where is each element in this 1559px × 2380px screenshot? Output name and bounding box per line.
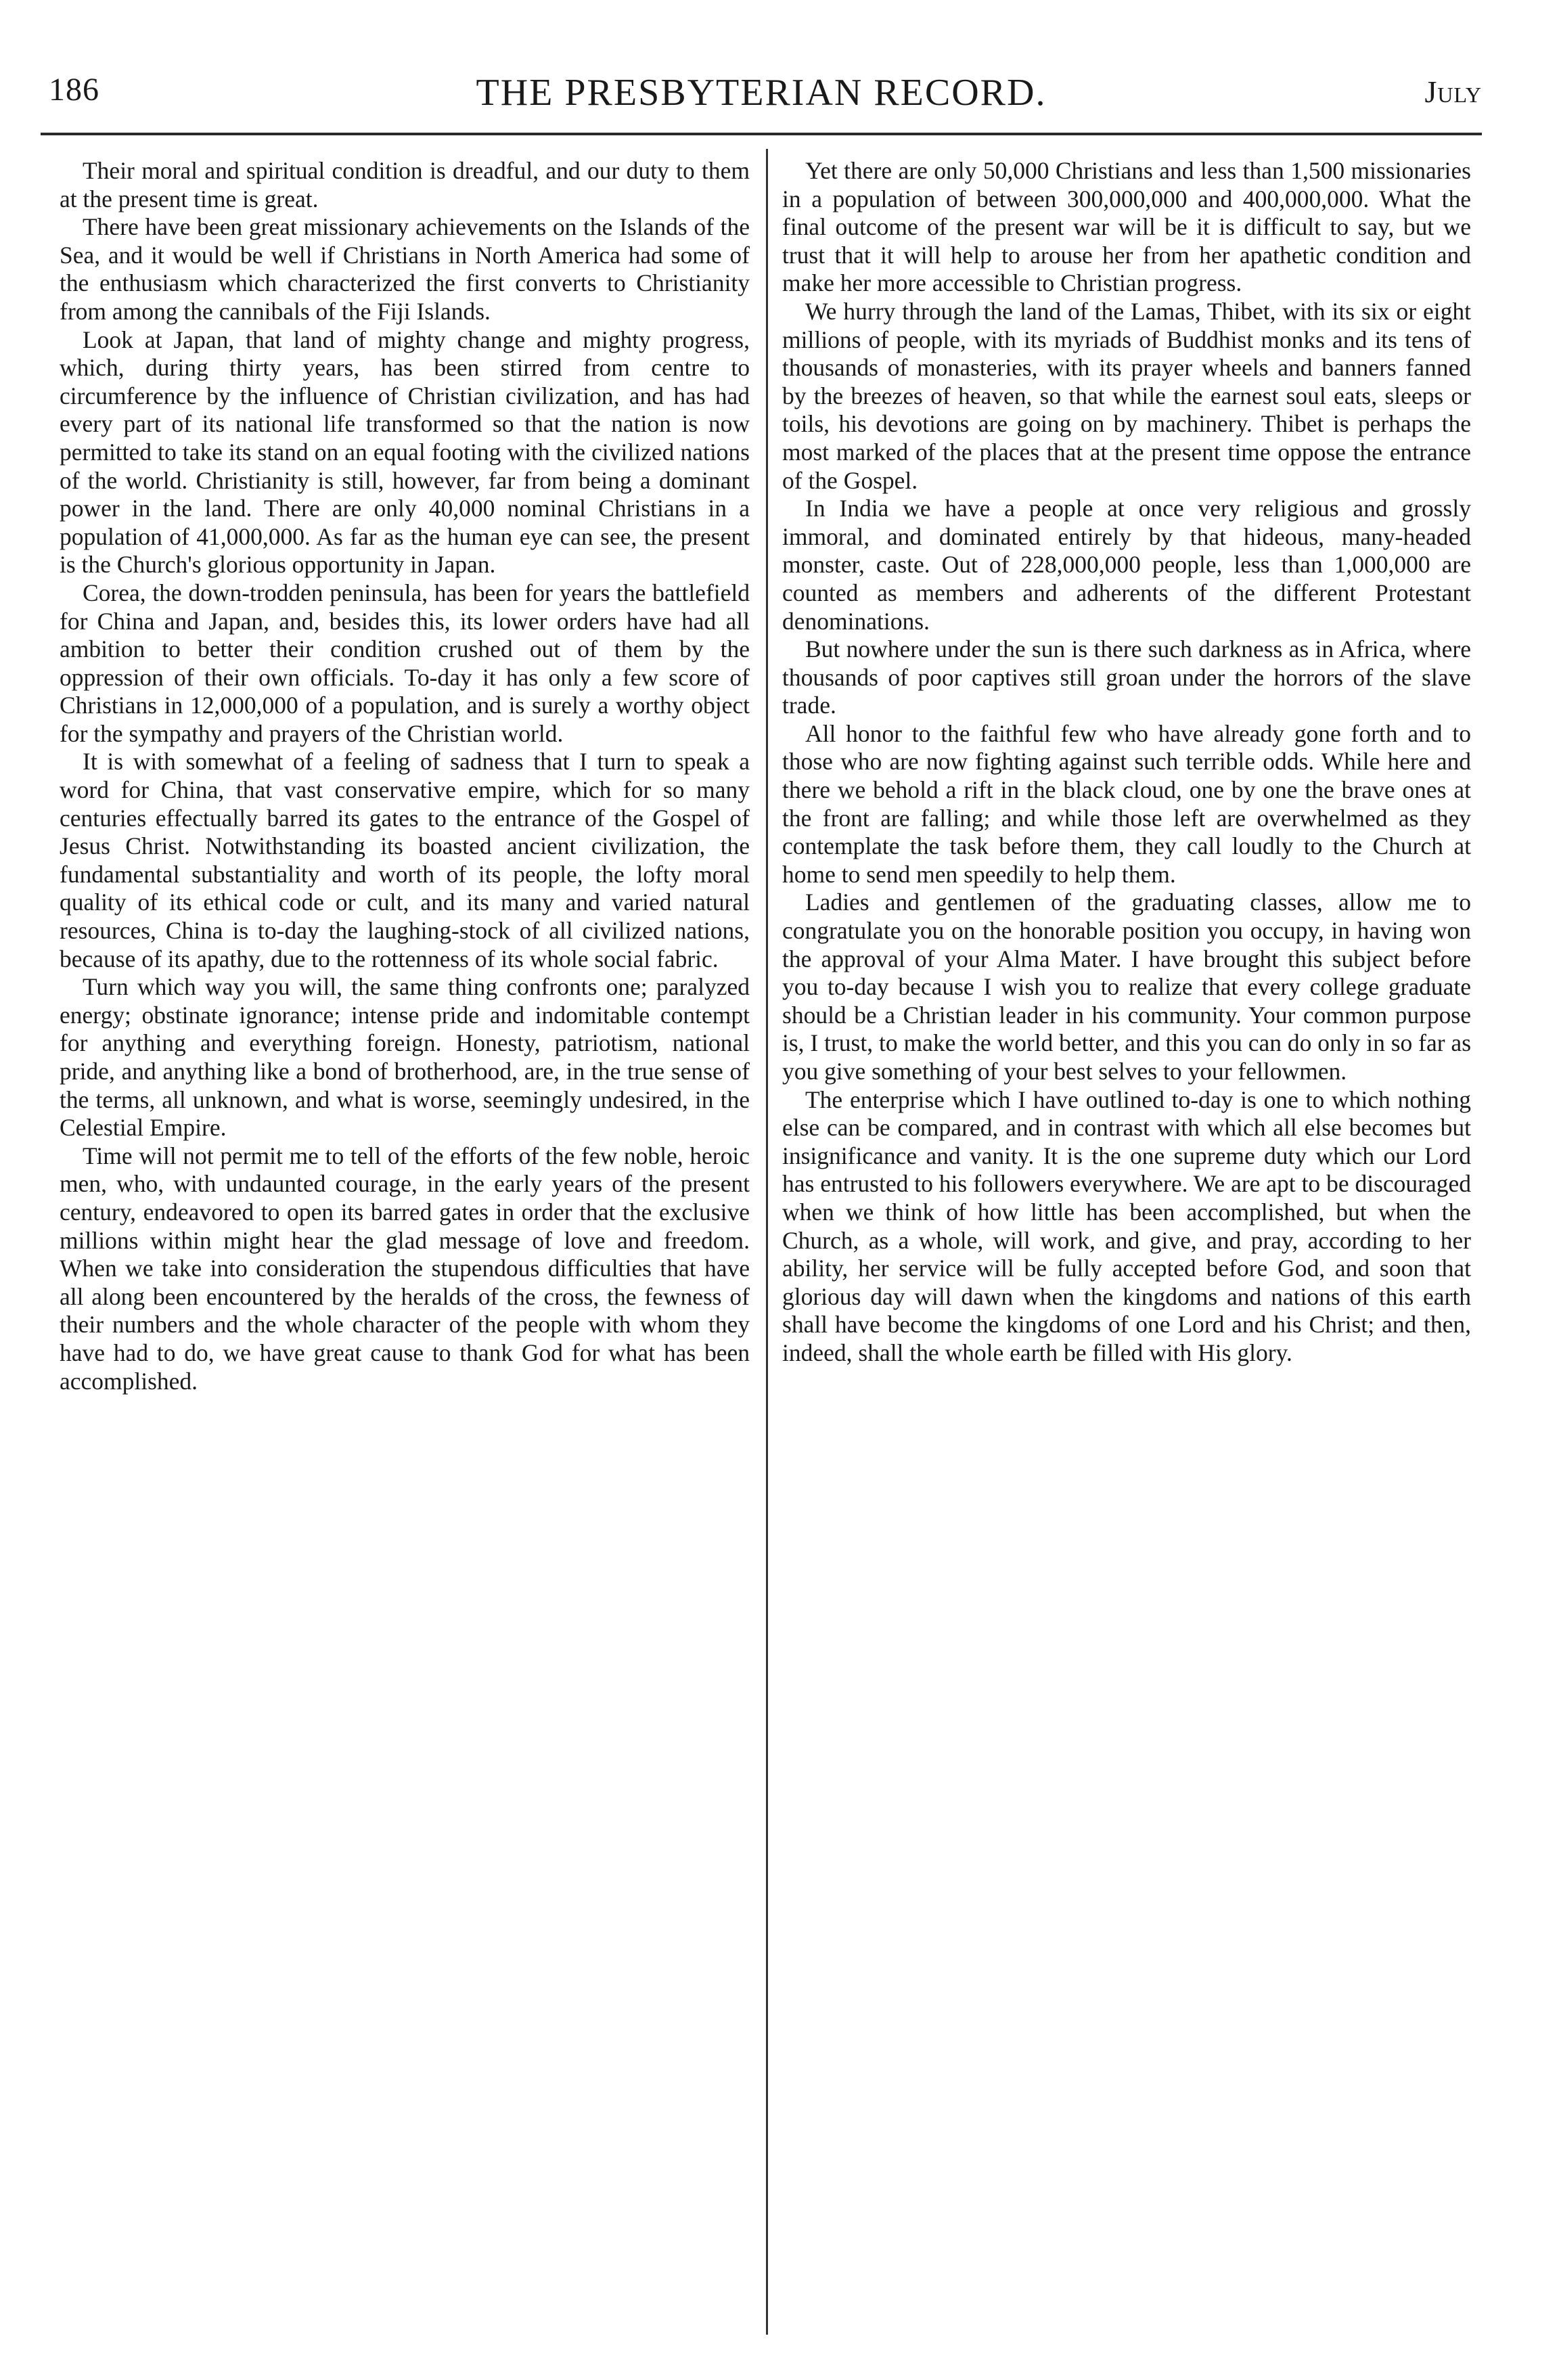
paragraph: Their moral and spiritual condition is dreadful, and our duty to them at the present time is great. (60, 157, 750, 212)
page-title: THE PRESBYTERIAN RECORD. (476, 72, 1047, 114)
paragraph: Time will not permit me to tell of the efforts of the few noble, heroic men, who, with undaunted courage, in the early years of the present century, endeavored to open its barred gates in order that the exclusive millions within might hear the glad message of love and freedom. When we take into consideration the stupendous difficulties that have all along been encountered by the heralds of the cross, the fewness of their numbers and the whole character of the people with whom they have had to do, we have great cause to thank God for what has been accomplished. (60, 1142, 750, 1395)
header-rule (41, 133, 1482, 135)
paragraph: It is with somewhat of a feeling of sadness that I turn to speak a word for China, that vast conservative empire, which for so many centuries effectually barred its gates to the entrance of the Gospel of Jesus Christ. Notwithstanding its boasted ancient civilization, the fundamental substantiality and worth of its people, the lofty moral quality of its ethical code or cult, and its many and varied natural resources, China is to-day the laughing-stock of all civilized nations, because of its apathy, due to the rottenness of its whole social fabric. (60, 748, 750, 972)
paragraph: But nowhere under the sun is there such darkness as in Africa, where thousands of poor captives still groan under the horrors of the slave trade. (782, 635, 1471, 719)
paragraph: There have been great missionary achievements on the Islands of the Sea, and it would be well if Christians in North America had some of the enthusiasm which characterized the first converts to Christianity from among the cannibals of the Fiji Islands. (60, 213, 750, 325)
issue-month: July (1424, 74, 1482, 109)
paragraph: Turn which way you will, the same thing confronts one; paralyzed energy; obstinate ignorance; intense pride and indomitable contempt for anything and everything foreign. Honesty, patriotism, national pride, and anything like a bond of brotherhood, are, in the true sense of the terms, all unknown, and what is worse, seemingly undesired, in the Celestial Empire. (60, 973, 750, 1142)
right-column (782, 157, 1471, 1368)
column-divider (766, 149, 768, 2335)
paragraph: Look at Japan, that land of mighty change and mighty progress, which, during thirty years, has been stirred from centre to circumference by the influence of Christian civilization, and has had every part of its national life transformed so that the nation is now permitted to take its stand on an equal footing with the civilized nations of the world. Christianity is still, however, far from being a dominant power in the land. There are only 40,000 nominal Christians in a population of 41,000,000. As far as the human eye can see, the present is the Church's glorious opportunity in Japan. (60, 325, 750, 579)
paragraph: Ladies and gentlemen of the graduating classes, allow me to congratulate you on the honorable position you occupy, in having won the approval of your Alma Mater. I have brought this subject before you to-day because I wish you to realize that every college graduate should be a Christian leader in his community. Your common purpose is, I trust, to make the world better, and this you can do only in so far as you give something of your best selves to your fellowmen. (782, 889, 1472, 1085)
paragraph: The enterprise which I have outlined to-day is one to which nothing else can be compared, and in contrast with which all else becomes but insignificance and vanity. It is the one supreme duty which our Lord has entrusted to his followers everywhere. We are apt to be discouraged when we think of how little has been accomplished, but when the Church, as a whole, will work, and give, and pray, according to her ability, her service will be fully accepted before God, and soon that glorious day will dawn when the kingdoms and nations of this earth shall have become the kingdoms of one Lord and his Christ; and then, indeed, shall the whole earth be filled with His glory. (782, 1085, 1471, 1366)
paragraph: All honor to the faithful few who have already gone forth and to those who are now fighting against such terrible odds. While here and there we behold a rift in the black cloud, one by one the brave ones at the front are falling; and while those left are overwhelmed as they contemplate the task before them, they call loudly to the Church at home to send men speedily to help them. (782, 719, 1471, 888)
left-column (60, 157, 750, 1395)
page-number: 186 (49, 72, 99, 108)
paragraph: We hurry through the land of the Lamas, Thibet, with its six or eight millions of people, with its myriads of Buddhist monks and its tens of thousands of monasteries, with its prayer wheels and banners fanned by the breezes of heaven, so that while the earnest soul eats, sleeps or toils, his devotions are going on by machinery. Thibet is perhaps the most marked of the places that at the present time oppose the entrance of the Gospel. (782, 297, 1471, 494)
paragraph: In India we have a people at once very religious and grossly immoral, and dominated entirely by that hideous, many-headed monster, caste. Out of 228,000,000 people, less than 1,000,000 are counted as members and adherents of the different Protestant denominations. (782, 495, 1471, 635)
paragraph: Yet there are only 50,000 Christians and less than 1,500 missionaries in a population of between 300,000,000 and 400,000,000. What the final outcome of the present war will be it is difficult to say, but we trust that it will help to arouse her from her apathetic condition and make her more accessible to Christian progress. (782, 157, 1471, 297)
paragraph: Corea, the down-trodden peninsula, has been for years the battlefield for China and Japan, and, besides this, its lower orders have had all ambition to better their condition crushed out of them by the oppression of their own officials. To-day it has only a few score of Christians in 12,000,000 of a population, and is surely a worthy object for the sympathy and prayers of the Christian world. (60, 579, 750, 747)
running-header (41, 71, 1482, 125)
